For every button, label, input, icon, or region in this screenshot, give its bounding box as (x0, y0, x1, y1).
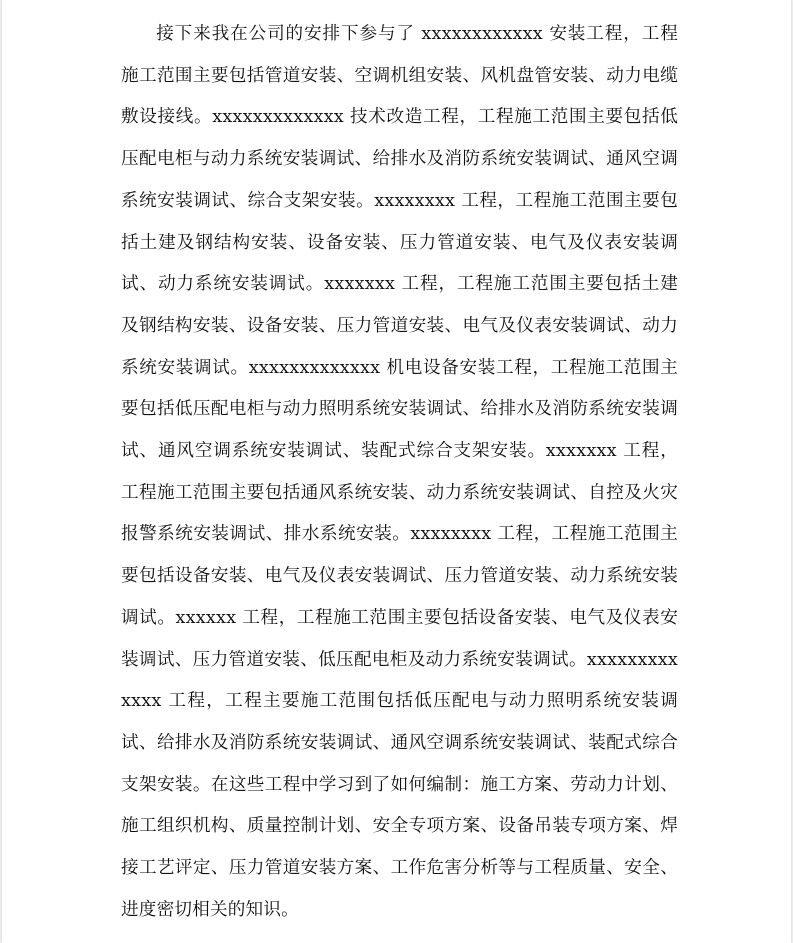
document-page (2, 0, 791, 943)
document-body (121, 14, 678, 931)
body-paragraph: 接下来我在公司的安排下参与了 xxxxxxxxxxxx 安装工程，工程施工范围主要包括管道安装、空调机组安装、风机盘管安装、动力电缆敷设接线。xxxxxxxxxxxxx 技术改造工程，工程施工范围主要包括低压配电柜与动力系统安装调试、给排水及消防系统安装调试、通风空调系统安装调试、综合支架安装。xxxxxxxx 工程，工程施工范围主要包括土建及钢结构安装、设备安装、压力管道安装、电气及仪表安装调试、动力系统安装调试。xxxxxxx 工程，工程施工范围主要包括土建及钢结构安装、设备安装、压力管道安装、电气及仪表安装调试、动力系统安装调试。xxxxxxxxxxxxx 机电设备安装工程，工程施工范围主要包括低压配电柜与动力照明系统安装调试、给排水及消防系统安装调试、通风空调系统安装调试、装配式综合支架安装。xxxxxxx 工程，工程施工范围主要包括通风系统安装、动力系统安装调试、自控及火灾报警系统安装调试、排水系统安装。xxxxxxxx 工程，工程施工范围主要包括设备安装、电气及仪表安装调试、压力管道安装、动力系统安装调试。xxxxxx 工程，工程施工范围主要包括设备安装、电气及仪表安装调试、压力管道安装、低压配电柜及动力系统安装调试。xxxxxxxxxxxxx 工程，工程主要施工范围包括低压配电与动力照明系统安装调试、给排水及消防系统安装调试、通风空调系统安装调试、装配式综合支架安装。在这些工程中学习到了如何编制：施工方案、劳动力计划、施工组织机构、质量控制计划、安全专项方案、设备吊装专项方案、焊接工艺评定、压力管道安装方案、工作危害分析等与工程质量、安全、进度密切相关的知识。 (121, 24, 678, 920)
